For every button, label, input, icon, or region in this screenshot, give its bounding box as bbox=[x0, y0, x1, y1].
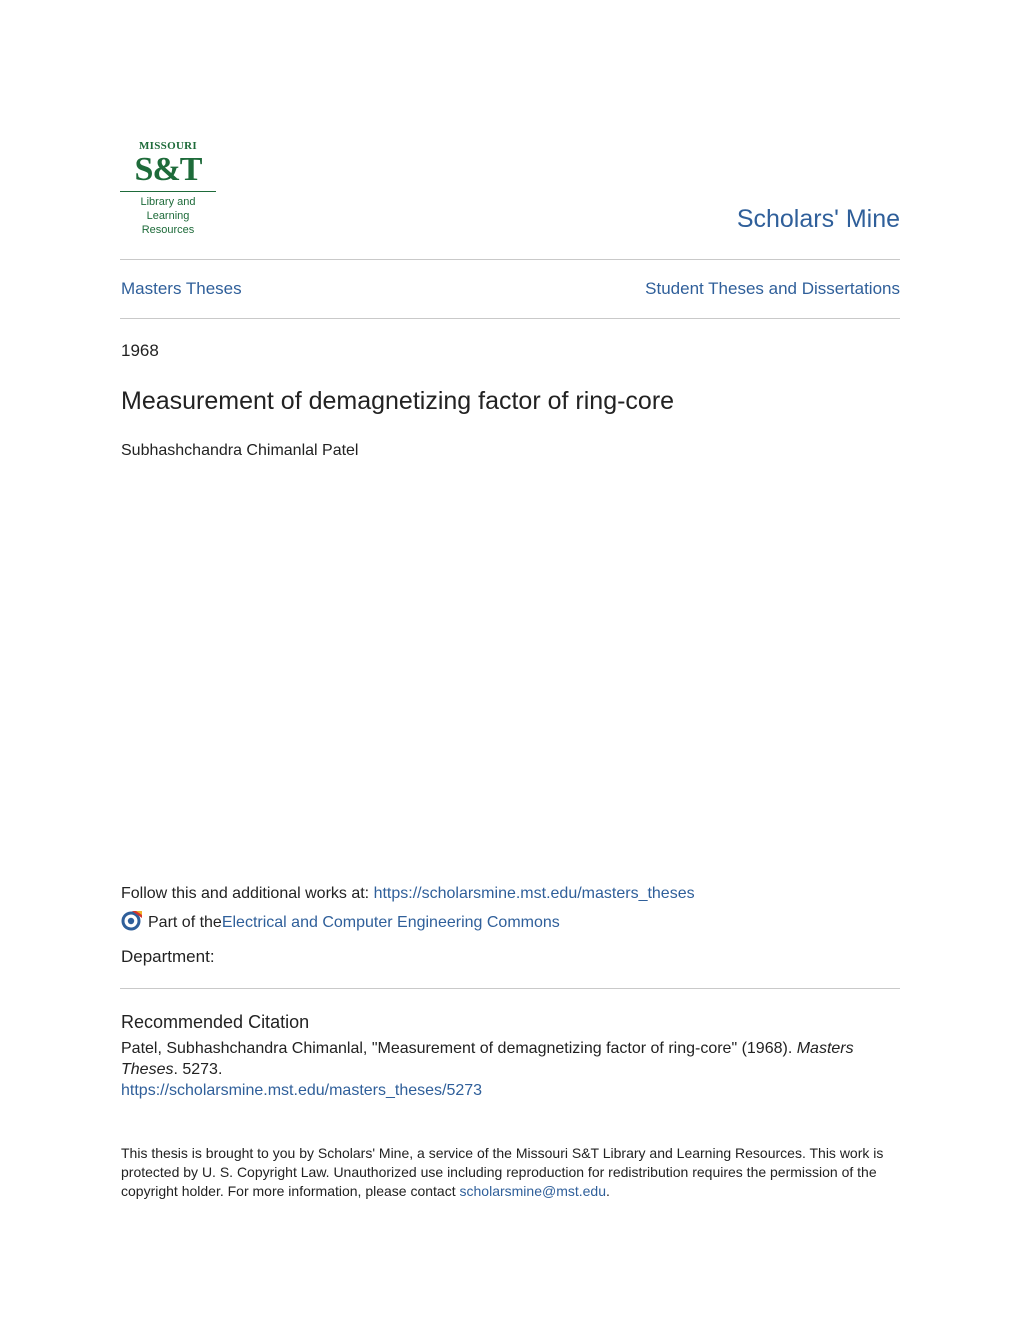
logo-top-text: MISSOURI bbox=[138, 140, 198, 152]
logo-main-text: S&T bbox=[134, 151, 202, 188]
document-author: Subhashchandra Chimanlal Patel bbox=[121, 442, 359, 459]
footer-notice bbox=[121, 1144, 901, 1201]
document-title: Measurement of demagnetizing factor of ring-core bbox=[121, 387, 675, 415]
citation-body bbox=[121, 1038, 901, 1101]
citation-url-link[interactable]: https://scholarsmine.mst.edu/masters_theses/5273 bbox=[121, 1082, 483, 1099]
masters-theses-link[interactable]: Masters Theses bbox=[121, 279, 242, 298]
publication-year: 1968 bbox=[121, 341, 159, 360]
department-label: Department: bbox=[121, 947, 215, 966]
divider-nav bbox=[120, 318, 900, 319]
commons-link[interactable]: Electrical and Computer Engineering Commons bbox=[221, 914, 560, 931]
library-logo bbox=[120, 140, 216, 236]
follow-url-link[interactable]: https://scholarsmine.mst.edu/masters_theses bbox=[373, 885, 695, 902]
citation-series: Masters Theses bbox=[121, 1040, 854, 1078]
citation-number: . 5273. bbox=[173, 1061, 223, 1078]
footer-text: This thesis is brought to you by Scholars' Mine, a service of the Missouri S&T Library and Learning Resources. This work is protected by U. S. Copyright Law. Unauthorized use including reproduction for redistribution requires the permission of the copyright holder. For more information, please contact bbox=[121, 1145, 884, 1199]
citation-text: Patel, Subhashchandra Chimanlal, "Measurement of demagnetizing factor of ring-core" (1968). bbox=[121, 1040, 797, 1057]
divider-top bbox=[120, 259, 900, 260]
footer-end: . bbox=[606, 1183, 610, 1199]
follow-prefix: Follow this and additional works at: bbox=[121, 885, 374, 902]
contact-email-link[interactable]: scholarsmine@mst.edu bbox=[459, 1183, 607, 1199]
site-title-link[interactable]: Scholars' Mine bbox=[736, 205, 900, 233]
logo-line-2: Learning Resources bbox=[141, 210, 195, 236]
part-of-prefix: Part of the bbox=[148, 914, 222, 931]
logo-divider bbox=[120, 191, 216, 192]
divider-citation bbox=[120, 988, 900, 989]
logo-line-1: Library and bbox=[140, 196, 196, 208]
part-of-line bbox=[121, 912, 560, 934]
network-icon bbox=[121, 909, 143, 931]
student-theses-link[interactable]: Student Theses and Dissertations bbox=[645, 279, 900, 298]
follow-line bbox=[121, 885, 695, 903]
citation-heading: Recommended Citation bbox=[121, 1012, 310, 1032]
